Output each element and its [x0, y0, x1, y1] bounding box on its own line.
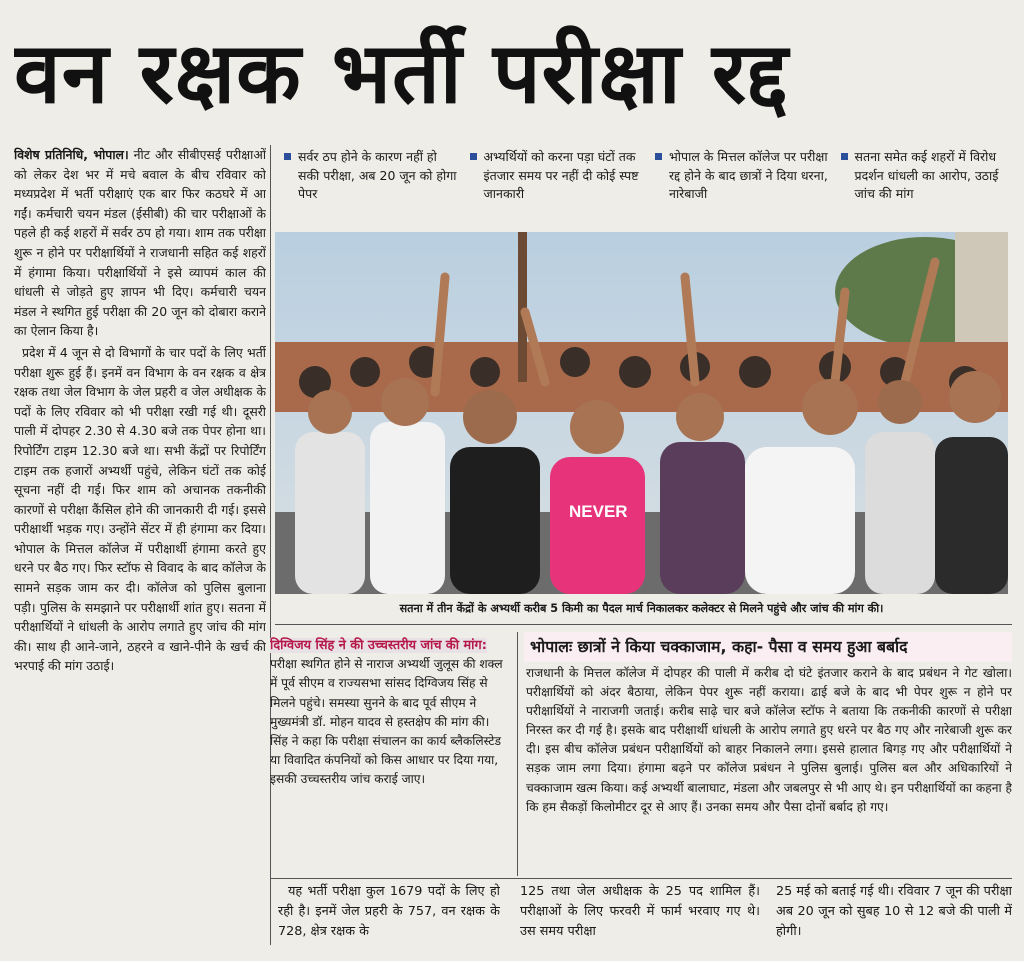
bullet-square-icon — [284, 153, 291, 160]
article-paragraph-1 — [14, 145, 266, 341]
headline: वन रक्षक भर्ती परीक्षा रद्द — [14, 24, 789, 122]
section-divider — [275, 624, 1012, 625]
byline: विशेष प्रतिनिधि, भोपाल। — [14, 147, 129, 162]
article-text: नीट और सीबीएसई परीक्षाओं को लेकर देश भर में मचे बवाल के बीच रविवार को मध्यप्रदेश में भर्ती परीक्षाएं एक बार फिर कठघरे में आ गईं। कर्मचारी चयन मंडल (ईसीबी) की चार परीक्षाओं के पहले ही कई शहरों में सर्वर ठप हो गया। शाम तक परीक्षा शुरू न होने पर परीक्षार्थियों ने राजधानी सहित कई शहरों में हंगामा किया। परीक्षार्थियों ने इसे व्यापमं काल की धांधली से जोड़ते हुए ज्ञापन भी दिए। कर्मचारी चयन मंडल ने स्थगित हुई परीक्षा की 20 जून को दोबारा कराने का ऐलान किया है। — [14, 147, 266, 339]
column-divider — [517, 632, 518, 876]
digvijay-sidebox — [270, 636, 510, 876]
bullet-item: भोपाल के मित्तल कॉलेज पर परीक्षा रद्द होने के बाद छात्रों ने दिया धरना, नारेबाजी — [653, 148, 829, 228]
footer-column-2: 125 तथा जेल अधीक्षक के 25 पद शामिल हैं। परीक्षाओं के लिए फरवरी में फार्म भरवाए गए थे। उस समय परीक्षा — [520, 884, 760, 939]
photo-caption: सतना में तीन केंद्रों के अभ्यर्थी करीब 5 किमी का पैदल मार्च निकालकर कलेक्टर से मिलने पहुंचे और जांच की मांग की। — [399, 602, 884, 615]
protest-photo — [275, 232, 1008, 594]
bullet-item: अभ्यर्थियों को करना पड़ा घंटों तक इंतजार समय पर नहीं दी कोई स्पष्ट जानकारी — [468, 148, 644, 228]
highlight-bullets — [282, 148, 1014, 228]
bhopal-story-body: राजधानी के मित्तल कॉलेज में दोपहर की पाली में करीब दो घंटे इंतजार कराने के बाद प्रबंधन ने गेट खोला। परीक्षार्थियों को अंदर बैठाया, लेकिन पेपर शुरू नहीं कराया। ढाई बजे के बाद भी पेपर शुरू न होने पर परीक्षार्थियों ने नाराजगी जताई। करीब साढ़े चार बजे कॉलेज स्टॉफ ने बताया कि तकनीकी कारणों से परीक्षा निरस्त कर दी गई है। इसके बाद परीक्षार्थी धांधली के आरोप लगाते हुए धरने पर बैठ गए और नारेबाजी शुरू कर दी। इस बीच कॉलेज प्रबंधन परीक्षार्थियों को बाहर निकालने लगा। इससे हालात बिगड़ गए और परीक्षार्थियों ने सड़क जाम लगा दिया। हंगामा बढ़ने पर कॉलेज प्रबंधन ने पुलिस बुलाई। पुलिस बल और अधिकारियों ने चक्काजाम खत्म किया। कई अभ्यर्थी बालाघाट, मंडला और जबलपुर से भी आए थे। इन परीक्षार्थियों का कहना है कि हम सैकड़ों किलोमीटर दूर से आए हैं। उनका समय और पैसा दोनों बर्बाद हो गए। — [526, 666, 1012, 814]
bullet-square-icon — [655, 153, 662, 160]
bullet-item: सर्वर ठप होने के कारण नहीं हो सकी परीक्षा, अब 20 जून को होगा पेपर — [282, 148, 458, 228]
section-divider — [270, 878, 1012, 879]
bullet-item: सतना समेत कई शहरों में विरोध प्रदर्शन धांधली का आरोप, उठाई जांच की मांग — [839, 148, 1015, 228]
sidebox-body: परीक्षा स्थगित होने से नाराज अभ्यर्थी जुलूस की शक्ल में पूर्व सीएम व राज्यसभा सांसद दिग्विजय सिंह से मिलने पहुंचे। समस्या सुनने के बाद पूर्व सीएम ने मुख्यमंत्री डॉ. मोहन यादव से हस्तक्षेप की मांग की। सिंह ने कहा कि परीक्षा संचालन का कार्य ब्लैकलिस्टेड या विवादित कंपनियों को किस आधार पर दिया गया, इसकी उच्चस्तरीय जांच कराई जाए। — [270, 657, 503, 787]
protest-photo-illustration — [275, 232, 1008, 594]
article-paragraph-2: प्रदेश में 4 जून से दो विभागों के चार पदों के लिए भर्ती परीक्षा शुरू हुई हैं। इनमें वन विभाग के वन रक्षक व क्षेत्र रक्षक तथा जेल विभाग के जेल प्रहरी व जेल अधीक्षक के पदों के लिए रविवार को भी परीक्षा रखी गई थी। दूसरी पाली में दोपहर 2.30 से 4.30 बजे तक पेपर होना था। रिपोर्टिंग टाइम 12.30 बजे था। सभी केंद्रों पर रिपोर्टिंग टाइम तक हजारों अभ्यर्थी पहुंचे, लेकिन घंटों तक कोई सूचना नहीं दी गई। फिर शाम को अचानक तकनीकी कारणों से परीक्षा कैंसिल होने की जानकारी दी गई। इससे परीक्षार्थी भड़क गए। उन्होंने सेंटर में ही हंगामा कर दिया। भोपाल के मित्तल कॉलेज में परीक्षार्थी हंगामा करते हुए धरने पर बैठ गए। फिर स्टॉफ से विवाद के बाद कॉलेज के सामने सड़क जाम कर दी। कॉलेज को पुलिस बुलाना पड़ी। पुलिस के समझाने पर परीक्षार्थी शांत हुए। सतना में परीक्षार्थियों ने धांधली के आरोप लगाते हुए जांच की मांग की। साथ ही आने-जाने, ठहरने व खाने-पीने के खर्च की भरपाई की मांग उठाई। — [14, 344, 266, 674]
bhopal-story-heading: भोपालः छात्रों ने किया चक्काजाम, कहा- पैसा व समय हुआ बर्बाद — [524, 632, 1012, 662]
footer-column-1: यह भर्ती परीक्षा कुल 1679 पदों के लिए हो रही है। इनमें जेल प्रहरी के 757, वन रक्षक के 728, क्षेत्र रक्षक के — [278, 884, 500, 939]
shirt-text: NEVER — [569, 502, 628, 521]
sidebox-heading: दिग्विजय सिंह ने की उच्चस्तरीय जांच की मांग: — [270, 638, 487, 653]
bullet-square-icon — [470, 153, 477, 160]
footer-column-3: 25 मई को बताई गई थी। रविवार 7 जून की परीक्षा अब 20 जून को सुबह 10 से 12 बजे की पाली में होगी। — [776, 884, 1012, 939]
left-column-article — [14, 145, 266, 950]
bullet-square-icon — [841, 153, 848, 160]
